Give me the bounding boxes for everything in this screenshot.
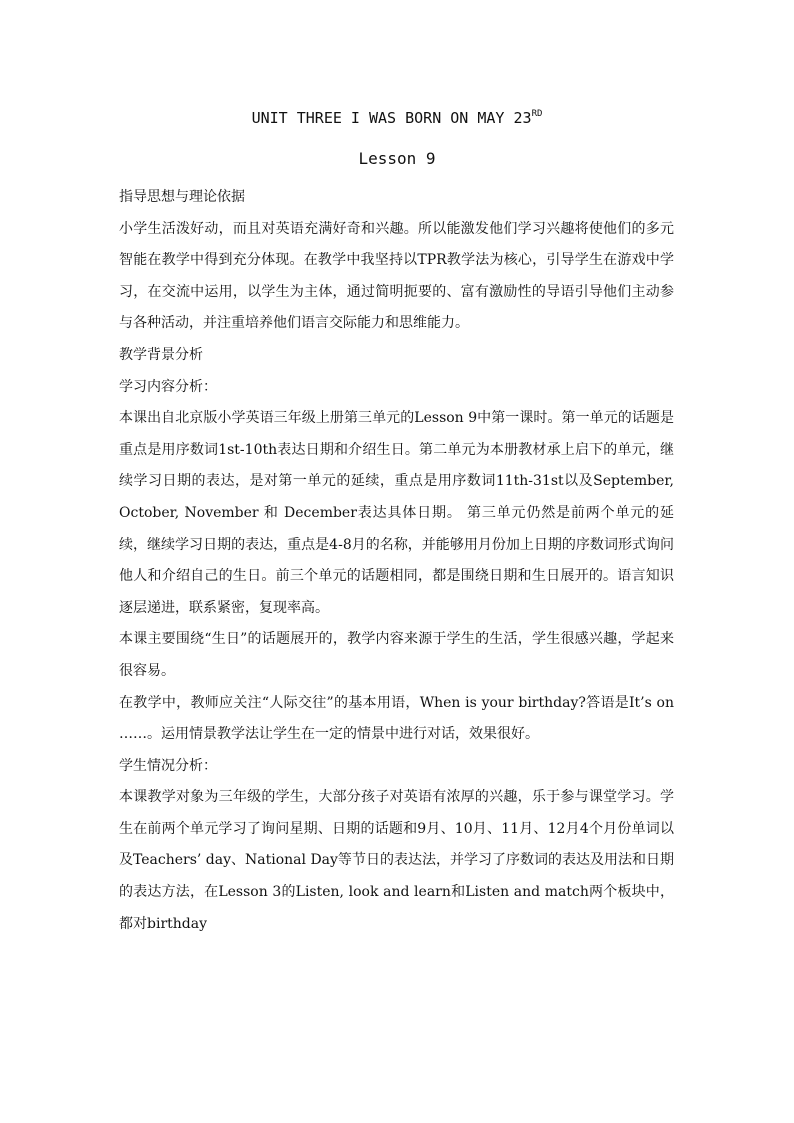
document-body: [119, 182, 674, 940]
paragraph-student-analysis: 本课教学对象为三年级的学生，大部分孩子对英语有浓厚的兴趣，乐于参与课堂学习。学生在前两个单元学习了询问星期、日期的话题和9月、10月、11月、12月4个月份单词以及Teachers’ day、National Day等节日的表达法，并学习了序数词的表达及用法和日期的表达方法，在Lesson 3的Listen, look and learn和Listen and match两个板块中，都对birthday: [119, 789, 674, 932]
paragraph-content-analysis: 本课出自北京版小学英语三年级上册第三单元的Lesson 9中第一课时。第一单元的话题是重点是用序数词1st-10th表达日期和介绍生日。第二单元为本册教材承上启下的单元，继续学习日期的表达，是对第一单元的延续，重点是用序数词11th-31st以及September, October, November 和 December表达具体日期。 第三单元仍然是前两个单元的延续，继续学习日期的表达，重点是4-8月的名称，并能够用月份加上日期的序数词形式询问他人和介绍自己的生日。前三个单元的话题相同，都是围绕日期和生日展开的。语言知识逐层递进，联系紧密，复现率高。: [119, 410, 674, 616]
section-heading-guiding-theory: 指导思想与理论依据: [119, 189, 245, 205]
paragraph-interpersonal-expressions: 在教学中，教师应关注“人际交往”的基本用语，When is your birthday?答语是It’s on ……。运用情景教学法让学生在一定的情景中进行对话，效果很好。: [119, 694, 674, 743]
paragraph-birthday-topic: 本课主要围绕“生日”的话题展开的，教学内容来源于学生的生活，学生很感兴趣，学起来很容易。: [119, 631, 674, 679]
paragraph-guiding-theory: 小学生活泼好动，而且对英语充满好奇和兴趣。所以能激发他们学习兴趣将使他们的多元智能在教学中得到充分体现。在教学中我坚持以TPR教学法为核心，引导学生在游戏中学习，在交流中运用，以学生为主体，通过简明扼要的、富有激励性的导语引导他们主动参与各种活动，并注重培养他们语言交际能力和思维能力。: [119, 220, 674, 332]
title-superscript: RD: [531, 109, 543, 119]
document-title: [0, 106, 794, 130]
title-text: UNIT THREE I WAS BORN ON MAY 23: [251, 109, 532, 127]
subheading-student-analysis: 学生情况分析：: [119, 757, 217, 774]
lesson-heading: Lesson 9: [358, 149, 436, 168]
section-heading-teaching-background: 教学背景分析: [119, 346, 203, 363]
subheading-content-analysis: 学习内容分析：: [119, 378, 217, 395]
